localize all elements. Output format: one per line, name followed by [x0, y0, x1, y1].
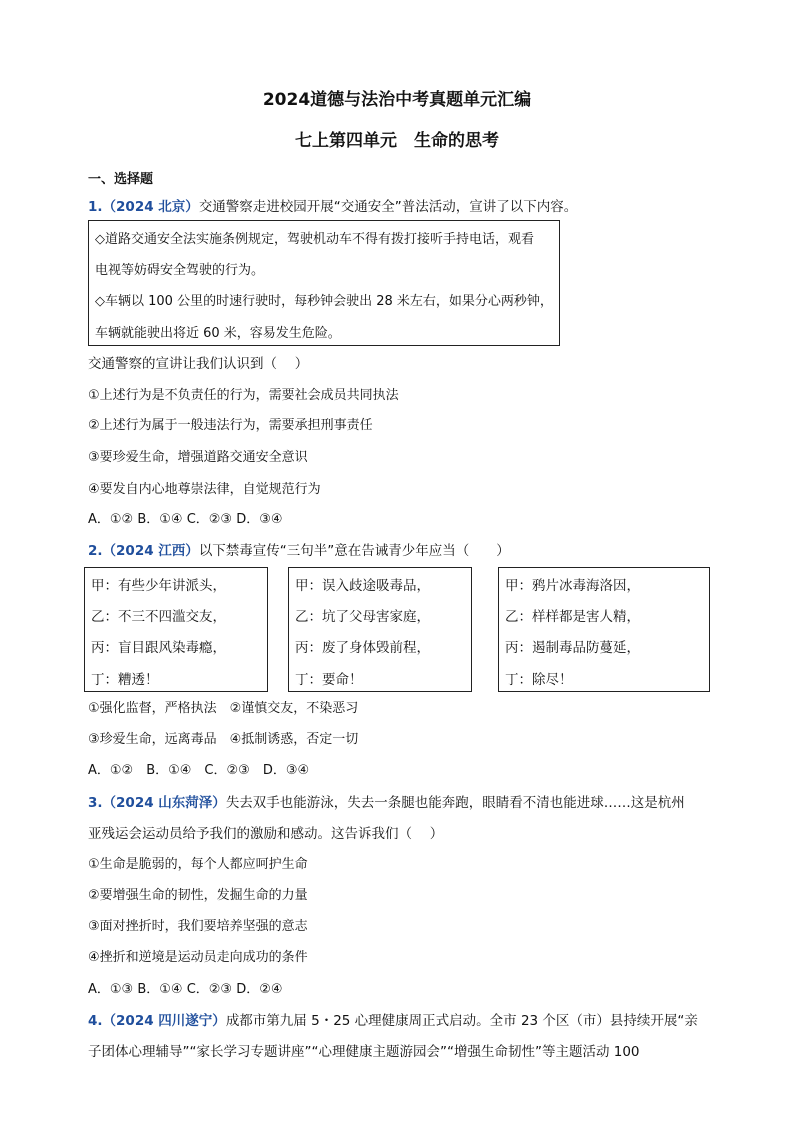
question-3-stem	[88, 793, 685, 813]
question-4-source: （2024 四川遂宁）	[102, 1013, 226, 1029]
slogan-box-2	[288, 567, 472, 692]
question-2-text: 以下禁毒宣传“三句半”意在告诫青少年应当（ ）	[198, 543, 510, 559]
question-1-option: ④要发自内心地尊崇法律，自觉规范行为	[88, 482, 321, 497]
question-3-option: ①生命是脆弱的，每个人都应呵护生命	[88, 857, 308, 872]
material-line: 电视等妨碍安全驾驶的行为。	[95, 263, 265, 278]
question-2-option: ③珍爱生命，远离毒品 ④抵制诱惑，否定一切	[88, 732, 359, 747]
slogan-line: 甲：有些少年讲派头，	[91, 578, 226, 594]
slogan-line: 乙：不三不四滥交友，	[91, 609, 226, 625]
slogan-line: 丙：遏制毒品防蔓延，	[505, 640, 640, 656]
question-1-text: 交通警察走进校园开展“交通安全”普法活动，宣讲了以下内容。	[198, 199, 578, 215]
question-3-number: 3.	[88, 795, 103, 811]
material-line: ◇道路交通安全法实施条例规定，驾驶机动车不得有拨打接听手持电话，观看	[95, 232, 534, 247]
question-2-stem	[88, 541, 510, 561]
question-2-option: ①强化监督，严格执法 ②谨慎交友，不染恶习	[88, 701, 359, 716]
question-4-stem-cont: 子团体心理辅导”“家长学习专题讲座”“心理健康主题游园会”“增强生命韧性”等主题活动 100	[88, 1044, 640, 1060]
question-1-prompt: 交通警察的宣讲让我们认识到（ ）	[88, 356, 309, 372]
question-3-option: ②要增强生命的韧性，发掘生命的力量	[88, 888, 308, 903]
question-4-text: 成都市第九届 5・25 心理健康周正式启动。全市 23 个区（市）县持续开展“亲	[225, 1013, 698, 1029]
section-heading: 一、选择题	[88, 172, 154, 187]
question-1-option: ③要珍爱生命，增强道路交通安全意识	[88, 450, 308, 465]
question-1-option: ②上述行为属于一般违法行为，需要承担刑事责任	[88, 418, 373, 433]
slogan-line: 丙：废了身体毁前程，	[295, 640, 430, 656]
slogan-line: 甲：误入歧途吸毒品，	[295, 578, 430, 594]
slogan-box-1	[84, 567, 268, 692]
slogan-line: 甲：鸦片冰毒海洛因，	[505, 578, 640, 594]
slogan-line: 乙：样样都是害人精，	[505, 609, 640, 625]
slogan-line: 丙：盲目跟风染毒瘾，	[91, 640, 226, 656]
question-3-answers: A．①③ B．①④ C．②③ D．②④	[88, 982, 283, 997]
question-1-number: 1.	[88, 199, 103, 215]
question-1-stem	[88, 197, 577, 217]
slogan-line: 乙：坑了父母害家庭，	[295, 609, 430, 625]
question-3-text: 失去双手也能游泳，失去一条腿也能奔跑，眼睛看不清也能进球……这是杭州	[225, 795, 685, 811]
slogan-box-3	[498, 567, 710, 692]
slogan-line: 丁：除尽！	[505, 672, 573, 688]
question-2-number: 2.	[88, 543, 103, 559]
question-3-stem-cont: 亚残运会运动员给予我们的激励和感动。这告诉我们（ ）	[88, 826, 444, 842]
material-line: 车辆就能驶出将近 60 米，容易发生危险。	[95, 326, 341, 341]
slogan-line: 丁：糟透！	[91, 672, 159, 688]
question-1-material-box	[88, 220, 560, 346]
slogan-line: 丁：要命！	[295, 672, 363, 688]
document-title: 2024道德与法治中考真题单元汇编	[262, 90, 532, 110]
question-1-source: （2024 北京）	[102, 199, 199, 215]
question-3-option: ④挫折和逆境是运动员走向成功的条件	[88, 950, 308, 965]
question-4-stem	[88, 1011, 698, 1031]
question-4-number: 4.	[88, 1013, 103, 1029]
document-subtitle: 七上第四单元 生命的思考	[295, 131, 499, 151]
question-1-option: ①上述行为是不负责任的行为，需要社会成员共同执法	[88, 388, 399, 403]
question-2-answers: A．①② B．①④ C．②③ D．③④	[88, 763, 310, 778]
question-3-option: ③面对挫折时，我们要培养坚强的意志	[88, 919, 308, 934]
question-2-source: （2024 江西）	[102, 543, 199, 559]
material-line: ◇车辆以 100 公里的时速行驶时，每秒钟会驶出 28 米左右，如果分心两秒钟，	[95, 294, 553, 309]
question-1-answers: A．①② B．①④ C．②③ D．③④	[88, 512, 283, 527]
question-3-source: （2024 山东菏泽）	[102, 795, 226, 811]
